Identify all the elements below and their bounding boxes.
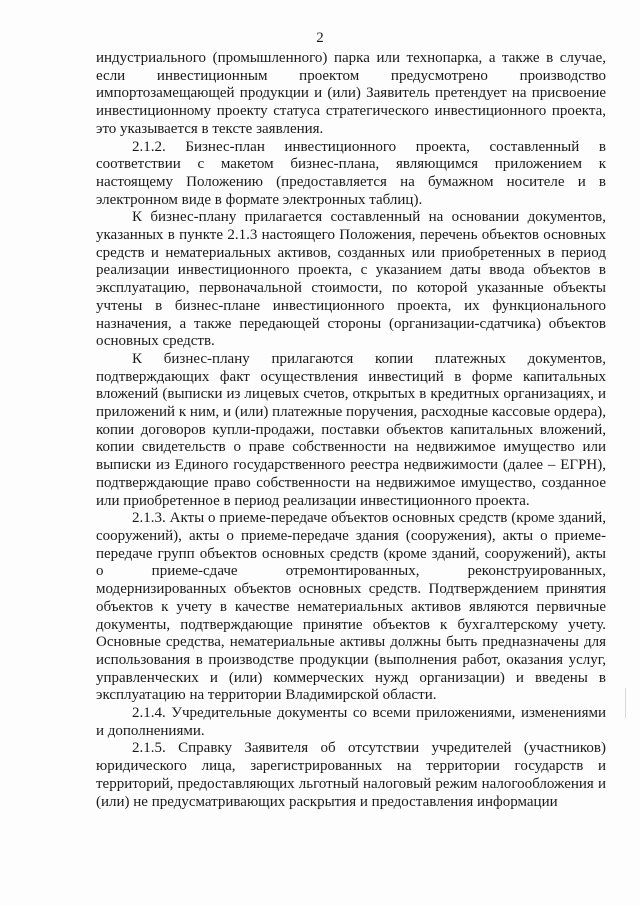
paragraph-continuation: индустриального (промышленного) парка или технопарка, а также в случае, если инвестиционным проектом предусмотрено производство импортозамещающей продукции и (или) Заявитель претендует на присвоение инвестиционному проекту статуса стратегического инвестиционного проекта, это указывается в тексте заявления. xyxy=(96,50,606,137)
paragraph-2-1-5: 2.1.5. Справку Заявителя об отсутствии учредителей (участников) юридического лица, зарегистрированных на территории государств и территорий, предоставляющих льготный налоговый режим налогообложения и (или) не предусматривающих раскрытия и предоставления информации xyxy=(96,740,606,810)
paragraph-2-1-2: 2.1.2. Бизнес-план инвестиционного проекта, составленный в соответствии с макетом бизнес-плана, являющимся приложением к настоящему Положению (предоставляется на бумажном носителе и в электронном виде в формате электронных таблиц). xyxy=(96,138,606,208)
document-body xyxy=(96,50,606,811)
paragraph-business-plan-payments: К бизнес-плану прилагаются копии платежных документов, подтверждающих факт осуществления инвестиций в форме капитальных вложений (выписки из лицевых счетов, открытых в кредитных организациях, и приложений к ним, и (или) платежные поручения, расходные кассовые ордера), копии договоров купли-продажи, поставки объектов капитальных вложений, копии свидетельств о праве собственности на недвижимое имущество или выписки из Единого государственного реестра недвижимости (далее – ЕГРН), подтверждающие право собственности на недвижимое имущество, созданное или приобретенное в период реализации инвестиционного проекта. xyxy=(96,350,606,509)
paragraph-2-1-3: 2.1.3. Акты о приеме-передаче объектов основных средств (кроме зданий, сооружений), акты о приеме-передаче здания (сооружения), акты о приеме-передаче групп объектов основных средств (кроме зданий, сооружений), акты о приеме-сдаче отремонтированных, реконструированных, модернизированных объектов основных средств. Подтверждением принятия объектов к учету в качестве нематериальных активов являются первичные документы, подтверждающие принятие объектов к бухгалтерскому учету. Основные средства, нематериальные активы должны быть предназначены для использования в производстве продукции (выполнения работ, оказания услуг, управленческих и (или) коммерческих нужд организации) и введены в эксплуатацию на территории Владимирской области. xyxy=(96,510,606,704)
page-number: 2 xyxy=(316,30,324,46)
scan-artifact xyxy=(625,688,626,718)
paragraph-2-1-4: 2.1.4. Учредительные документы со всеми приложениями, изменениями и дополнениями. xyxy=(96,705,606,739)
paragraph-business-plan-list: К бизнес-плану прилагается составленный на основании документов, указанных в пункте 2.1.3 настоящего Положения, перечень объектов основных средств и нематериальных активов, созданных или приобретенных в период реализации инвестиционного проекта, с указанием даты ввода объектов в эксплуатацию, первоначальной стоимости, по которой указанные объекты учтены в бизнес-плане инвестиционного проекта, их функционального назначения, а также передающей стороны (организации-сдатчика) объектов основных средств. xyxy=(96,209,606,350)
